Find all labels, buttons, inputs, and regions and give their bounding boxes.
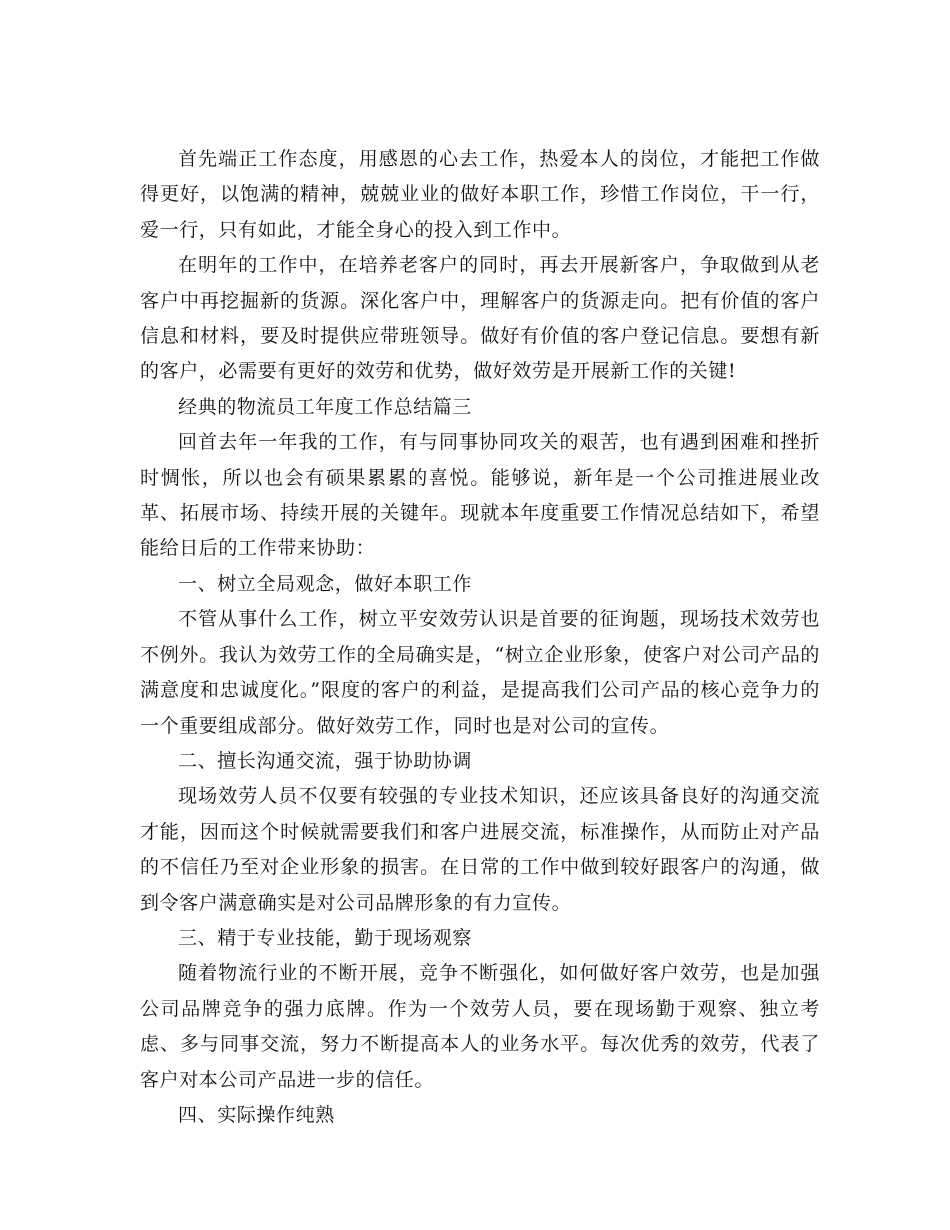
paragraph-attitude: 首先端正工作态度，用感恩的心去工作，热爱本人的岗位，才能把工作做得更好，以饱满的精神，兢兢业业的做好本职工作，珍惜工作岗位，干一行，爱一行，只有如此，才能全身心的投入到工作中。 [140,148,820,241]
paragraph-three: 随着物流行业的不断开展，竞争不断强化，如何做好客户效劳，也是加强公司品牌竞争的强力底牌。作为一个效劳人员，要在现场勤于观察、独立考虑、多与同事交流，努力不断提高本人的业务水平。每次优秀的效劳，代表了客户对本公司产品进一步的信任。 [140,962,820,1091]
heading-four: 四、实际操作纯熟 [178,1103,335,1126]
paragraph-next-year-plan: 在明年的工作中，在培养老客户的同时，再去开展新客户，争取做到从老客户中再挖掘新的货源。深化客户中，理解客户的货源走向。把有价值的客户信息和材料，要及时提供应带班领导。做好有价值的客户登记信息。要想有新的客户，必需要有更好的效劳和优势，做好效劳是开展新工作的关键! [140,254,820,383]
paragraph-two: 现场效劳人员不仅要有较强的专业技术知识，还应该具备良好的沟通交流才能，因而这个时候就需要我们和客户进展交流，标准操作，从而防止对产品的不信任乃至对企业形象的损害。在日常的工作中做到较好跟客户的沟通，做到令客户满意确实是对公司品牌形象的有力宣传。 [140,785,820,914]
paragraph-review: 回首去年一年我的工作，有与同事协同攻关的艰苦，也有遇到困难和挫折时惆怅，所以也会有硕果累累的喜悦。能够说，新年是一个公司推进展业改革、拓展市场、持续开展的关键年。现就本年度重要工作情况总结如下，希望能给日后的工作带来协助： [140,431,820,560]
heading-one: 一、树立全局观念，做好本职工作 [178,572,473,595]
section-title: 经典的物流员工年度工作总结篇三 [178,395,473,418]
document-body [140,142,820,1133]
heading-three: 三、精于专业技能，勤于现场观察 [178,926,473,949]
heading-two: 二、擅长沟通交流，强于协助协调 [178,749,473,772]
paragraph-one: 不管从事什么工作，树立平安效劳认识是首要的征询题，现场技术效劳也不例外。我认为效劳工作的全局确实是，“树立企业形象，使客户对公司产品的满意度和忠诚度化。”限度的客户的利益，是提高我们公司产品的核心竞争力的一个重要组成部分。做好效劳工作，同时也是对公司的宣传。 [140,608,820,737]
